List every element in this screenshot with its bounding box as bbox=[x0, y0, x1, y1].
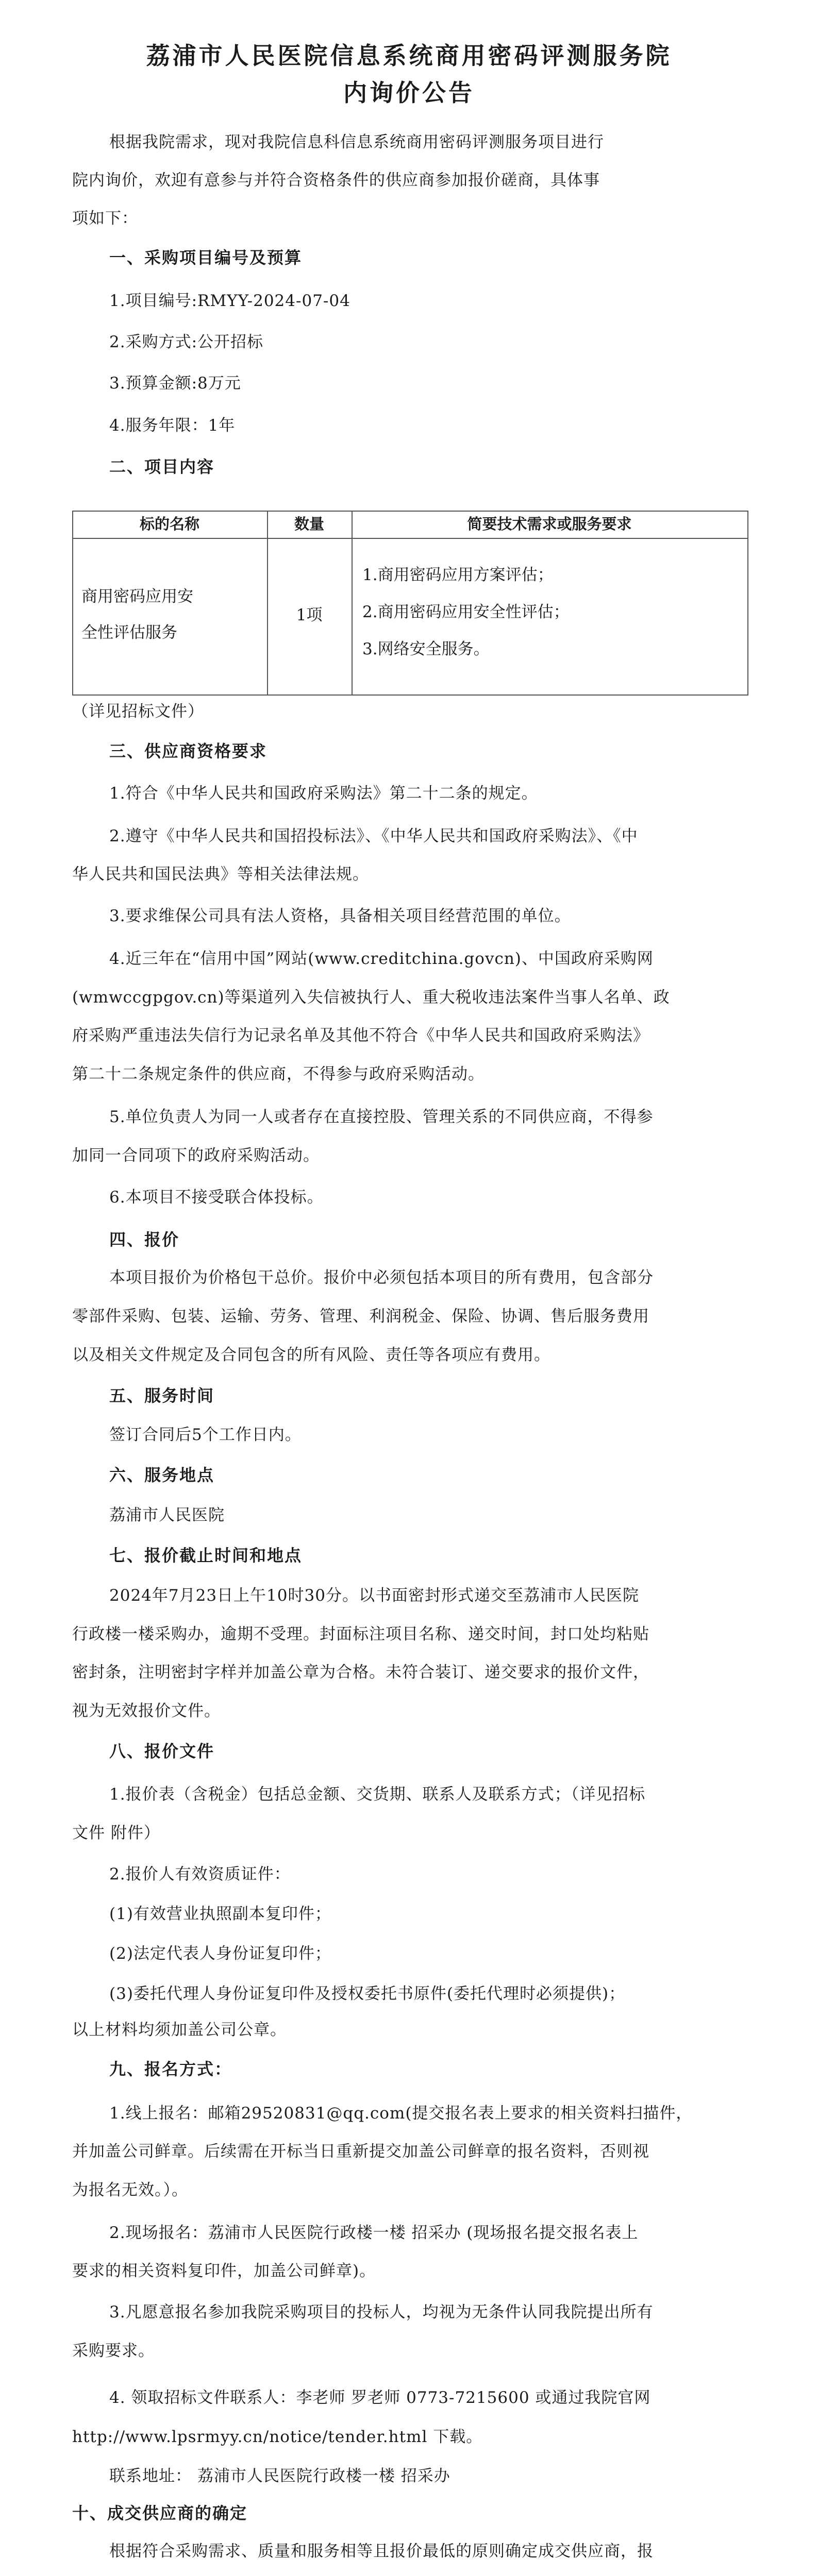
qualification-line: 府采购严重违法失信行为记录名单及其他不符合《中华人民共和国政府采购法》 bbox=[72, 1026, 649, 1045]
table-border bbox=[72, 694, 748, 696]
qualification-line: 6.本项目不接受联合体投标。 bbox=[109, 1188, 324, 1207]
registration-line: 要求的相关资料复印件，加盖公司鲜章)。 bbox=[72, 2262, 376, 2280]
quotation-line: 零部件采购、包装、运输、劳务、管理、利润税金、保险、协调、售后服务费用 bbox=[72, 1307, 649, 1326]
document-title-line-1: 荔浦市人民医院信息系统商用密码评测服务院 bbox=[146, 42, 672, 70]
service-term: 4.服务年限：1年 bbox=[109, 416, 236, 435]
qualification-line: 华人民共和国民法典》等相关法律法规。 bbox=[72, 865, 369, 884]
table-cell-requirement: 1.商用密码应用方案评估； bbox=[362, 566, 554, 584]
qualification-line: (wmwccgpgov.cn)等渠道列入失信被执行人、重大税收违法案件当事人名单、政 bbox=[72, 988, 670, 1007]
registration-line: 采购要求。 bbox=[72, 2342, 155, 2360]
table-cell-item-name: 商用密码应用安 bbox=[81, 587, 193, 606]
intro-line: 院内询价，欢迎有意参与并符合资格条件的供应商参加报价磋商，具体事 bbox=[72, 171, 600, 190]
table-cell-requirement: 2.商用密码应用安全性评估； bbox=[362, 603, 570, 621]
qualification-line: 1.符合《中华人民共和国政府采购法》第二十二条的规定。 bbox=[109, 784, 538, 803]
determination-line: 根据符合采购需求、质量和服务相等且报价最低的原则确定成交供应商，报 bbox=[109, 2542, 654, 2561]
document-title-line-2: 内询价公告 bbox=[343, 79, 475, 107]
section-heading-quotation: 四、报价 bbox=[109, 1230, 180, 1249]
registration-line: 1.线上报名：邮箱29520831@qq.com(提交报名表上要求的相关资料扫描件， bbox=[109, 2104, 693, 2123]
section-heading-procurement: 一、采购项目编号及预算 bbox=[109, 248, 303, 267]
project-number: 1.项目编号:RMYY-2024-07-04 bbox=[109, 292, 350, 310]
qualification-line: 4.近三年在“信用中国”网站(www.creditchina.govcn)、中国政府采购网 bbox=[109, 950, 654, 968]
table-cell-quantity: 1项 bbox=[296, 606, 323, 624]
section-heading-service-time: 五、服务时间 bbox=[109, 1386, 215, 1405]
table-cell-requirement: 3.网络安全服务。 bbox=[362, 640, 490, 658]
budget-amount: 3.预算金额:8万元 bbox=[109, 374, 241, 393]
service-time-text: 签订合同后5个工作日内。 bbox=[109, 1426, 302, 1444]
deadline-line: 行政楼一楼采购办，逾期不受理。封面标注项目名称、递交时间，封口处均粘贴 bbox=[72, 1625, 649, 1643]
documents-line: 文件 附件） bbox=[72, 1824, 160, 1842]
deadline-line: 视为无效报价文件。 bbox=[72, 1702, 221, 1720]
registration-line: 3.凡愿意报名参加我院采购项目的投标人，均视为无条件认同我院提出所有 bbox=[109, 2303, 654, 2321]
table-header-requirements: 简要技术需求或服务要求 bbox=[467, 515, 632, 533]
table-cell-item-name: 全性评估服务 bbox=[81, 623, 177, 642]
table-header-quantity: 数量 bbox=[294, 515, 324, 533]
section-heading-content: 二、项目内容 bbox=[109, 457, 215, 477]
table-note: （详见招标文件） bbox=[72, 702, 204, 721]
qualification-line: 5.单位负责人为同一人或者存在直接控股、管理关系的不同供应商，不得参 bbox=[109, 1108, 654, 1126]
documents-line: 2.报价人有效资质证件： bbox=[109, 1865, 291, 1884]
section-heading-qualifications: 三、供应商资格要求 bbox=[109, 741, 268, 761]
deadline-line: 密封条，注明密封字样并加盖公章为合格。未符合装订、递交要求的报价文件， bbox=[72, 1663, 649, 1682]
intro-line: 根据我院需求，现对我院信息科信息系统商用密码评测服务项目进行 bbox=[109, 133, 604, 151]
registration-line: 2.现场报名：荔浦市人民医院行政楼一楼 招采办 (现场报名提交报名表上 bbox=[109, 2224, 639, 2242]
section-heading-quotation-documents: 八、报价文件 bbox=[109, 1741, 215, 1761]
documents-line: 以上材料均须加盖公司公章。 bbox=[72, 2021, 287, 2039]
table-border bbox=[72, 511, 73, 696]
documents-line: 1.报价表（含税金）包括总金额、交货期、联系人及联系方式；（详见招标 bbox=[109, 1785, 646, 1804]
table-header-item-name: 标的名称 bbox=[139, 515, 199, 533]
qualification-line: 3.要求维保公司具有法人资格，具备相关项目经营范围的单位。 bbox=[109, 907, 571, 925]
deadline-line: 2024年7月23日上午10时30分。以书面密封形式递交至荔浦市人民医院 bbox=[109, 1586, 639, 1605]
project-content-table bbox=[72, 511, 748, 696]
section-heading-supplier-determination: 十、成交供应商的确定 bbox=[72, 2503, 248, 2523]
quotation-line: 以及相关文件规定及合同包含的所有风险、责任等各项应有费用。 bbox=[72, 1346, 550, 1364]
registration-line: 4. 领取招标文件联系人：李老师 罗老师 0773-7215600 或通过我院官网 bbox=[109, 2388, 651, 2407]
registration-line: http://www.lpsrmyy.cn/notice/tender.html 下载。 bbox=[72, 2428, 483, 2446]
documents-line: (2)法定代表人身份证复印件； bbox=[109, 1944, 331, 1963]
intro-line: 项如下： bbox=[72, 209, 138, 228]
qualification-line: 加同一合同项下的政府采购活动。 bbox=[72, 1146, 320, 1165]
registration-line: 为报名无效。）。 bbox=[72, 2181, 188, 2199]
procurement-method: 2.采购方式:公开招标 bbox=[109, 333, 264, 351]
section-heading-registration: 九、报名方式： bbox=[109, 2059, 232, 2079]
documents-line: (3)委托代理人身份证复印件及授权委托书原件(委托代理时必须提供)； bbox=[109, 1985, 626, 2003]
section-heading-service-location: 六、服务地点 bbox=[109, 1465, 215, 1485]
qualification-line: 第二十二条规定条件的供应商，不得参与政府采购活动。 bbox=[72, 1065, 485, 1083]
table-border bbox=[352, 511, 353, 696]
table-border bbox=[72, 538, 748, 539]
quotation-line: 本项目报价为价格包干总价。报价中必须包括本项目的所有费用，包含部分 bbox=[109, 1268, 654, 1287]
service-location-text: 荔浦市人民医院 bbox=[109, 1506, 225, 1524]
section-heading-deadline: 七、报价截止时间和地点 bbox=[109, 1546, 303, 1565]
documents-line: (1)有效营业执照副本复印件； bbox=[109, 1905, 331, 1923]
registration-line: 并加盖公司鲜章。后续需在开标当日重新提交加盖公司鲜章的报名资料，否则视 bbox=[72, 2142, 649, 2161]
contact-address: 联系地址： 荔浦市人民医院行政楼一楼 招采办 bbox=[109, 2467, 450, 2485]
qualification-line: 2.遵守《中华人民共和国招投标法》、《中华人民共和国政府采购法》、《中 bbox=[109, 827, 638, 845]
table-border bbox=[747, 511, 748, 696]
